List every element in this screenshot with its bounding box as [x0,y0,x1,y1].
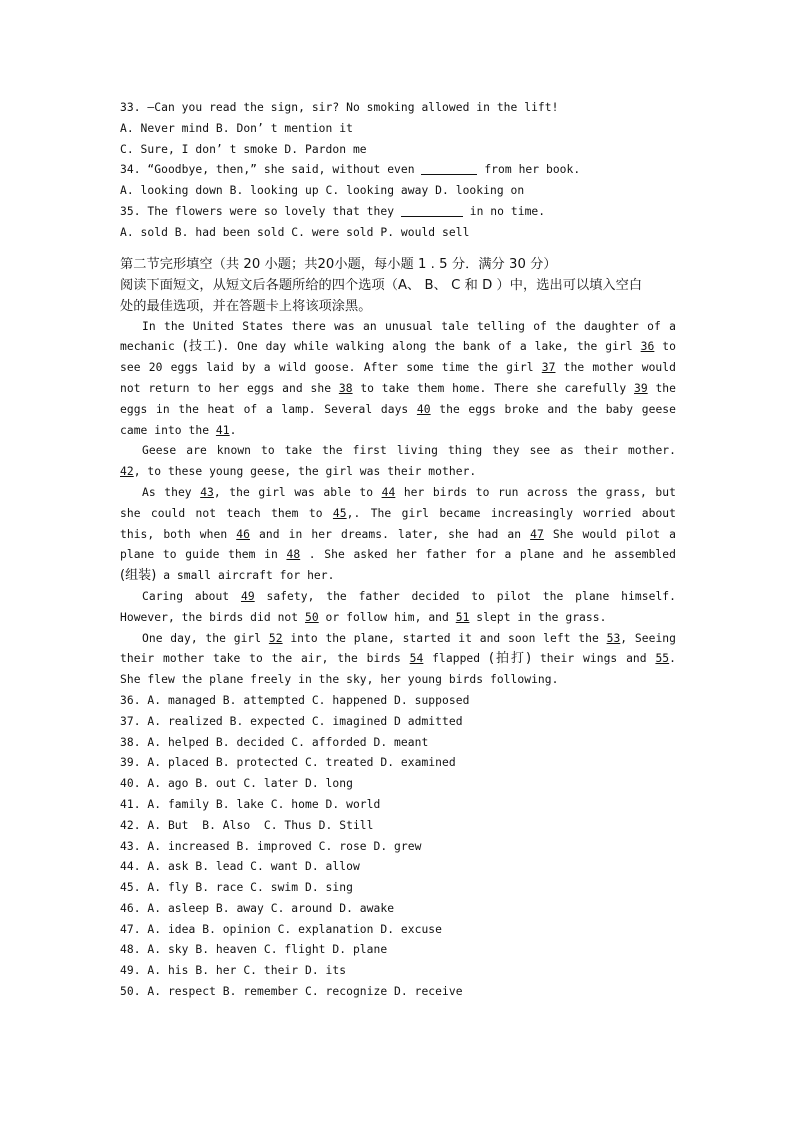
option-row-50: 50. A. respect B. remember C. recognize D. receive [120,985,463,999]
option-row-37: 37. A. realized B. expected C. imagined D admitted [120,714,463,728]
blank-number: 37 [541,361,556,375]
option-row-43: 43. A. increased B. improved C. rose D. grew [120,839,422,853]
passage-line: However, the birds did not 50 or follow him, and 51 slept in the grass. [120,610,607,624]
question-33: 33. —Can you read the sign, sir? No smoking allowed in the lift! [120,101,559,114]
passage-line: not return to her eggs and she 38 to take them home. There she carefully 39 the [120,381,676,395]
blank-number: 52 [268,631,283,645]
blank-number: 50 [305,610,319,624]
option-row-49: 49. A. his B. her C. their D. its [120,964,347,978]
passage-line: came into the 41. [120,423,237,437]
answer-options-list [120,691,676,1003]
blank-number: 36 [640,340,655,354]
option-row-45: 45. A. fly B. race C. swim D. sing [120,881,353,895]
passage-line: plane to guide them in 48 . She asked her father for a plane and he assembled [120,548,676,562]
blank-number: 40 [416,402,431,416]
question-35: 35. The flowers were so lovely that they in no time. [120,204,546,218]
passage-line: As they 43, the girl was able to 44 her birds to run across the grass, but [142,485,676,499]
passage-line: In the United States there was an unusual tale telling of the daughter of a [142,319,676,333]
option-row-46: 46. A. asleep B. away C. around D. awake [120,901,395,915]
blank-number: 41 [215,423,230,437]
option-row-38: 38. A. helped B. decided C. afforded D. meant [120,735,429,749]
exam-page [120,98,676,1003]
question-33-options-cd: C. Sure, I don’ t smoke D. Pardon me [120,142,367,156]
blank-number: 45 [332,506,347,520]
option-row-41: 41. A. family B. lake C. home D. world [120,797,381,811]
option-row-36: 36. A. managed B. attempted C. happened D. supposed [120,693,470,707]
answer-blank [421,162,477,175]
passage-line: Caring about 49 safety, the father decided to pilot the plane himself. [142,589,676,603]
blank-number: 46 [236,527,250,541]
passage-line: mechanic (技工). One day while walking along the bank of a lake, the girl 36 to [120,339,676,355]
option-row-47: 47. A. idea B. opinion C. explanation D. excuse [120,922,443,936]
passage-line: Geese are known to take the first living thing they see as their mother. [142,444,676,458]
blank-number: 53 [606,631,621,645]
option-row-48: 48. A. sky B. heaven C. flight D. plane [120,943,388,957]
passage-line: their mother take to the air, the birds 54 flapped (拍打) their wings and 55. [120,651,676,667]
blank-number: 42 [120,465,134,479]
cloze-passage [120,317,676,691]
question-34-options: A. looking down B. looking up C. looking away D. looking on [120,184,525,198]
option-row-42: 42. A. But B. Also C. Thus D. Still [120,818,374,832]
passage-line: She flew the plane freely in the sky, her young birds following. [120,673,559,687]
answer-blank [401,204,463,217]
question-33-options-ab: A. Never mind B. Don’ t mention it [120,121,353,135]
passage-line: eggs in the heat of a lamp. Several days 40 the eggs broke and the baby geese [120,402,676,416]
blank-number: 48 [286,548,301,562]
option-row-44: 44. A. ask B. lead C. want D. allow [120,860,360,874]
passage-line: this, both when 46 and in her dreams. later, she had an 47 She would pilot a [120,527,676,541]
blank-number: 51 [455,610,470,624]
passage-line: (组装) a small aircraft for her. [120,568,335,584]
option-row-39: 39. A. placed B. protected C. treated D. examined [120,756,456,770]
blank-number: 38 [338,381,353,395]
passage-line: see 20 eggs laid by a wild goose. After some time the girl 37 the mother would [120,361,676,375]
blank-number: 49 [240,589,255,603]
section-instructions-line1: 阅读下面短文，从短文后各题所给的四个选项（A、 B、 C 和 D ）中，选出可以填入空白 [120,277,643,293]
question-34: 34. “Goodbye, then,” she said, without even from her book. [120,163,581,177]
blank-number: 44 [381,485,396,499]
blank-number: 55 [655,652,670,666]
section-instructions-line2: 处的最佳选项，并在答题卡上将该项涂黑。 [120,298,372,314]
option-row-40: 40. A. ago B. out C. later D. long [120,777,353,791]
blank-number: 39 [633,381,648,395]
section-title: 第二节完形填空（共 20 小题；共20小题，每小题 1 . 5 分．满分 30 分） [120,256,557,272]
blank-number: 47 [530,527,544,541]
blank-number: 54 [409,652,424,666]
question-35-options: A. sold B. had been sold C. were sold P. would sell [120,225,470,239]
passage-line: One day, the girl 52 into the plane, started it and soon left the 53, Seeing [142,631,676,645]
passage-line: she could not teach them to 45,. The girl became increasingly worried about [120,506,676,520]
blank-number: 43 [200,485,214,499]
passage-line: 42, to these young geese, the girl was their mother. [120,465,477,479]
